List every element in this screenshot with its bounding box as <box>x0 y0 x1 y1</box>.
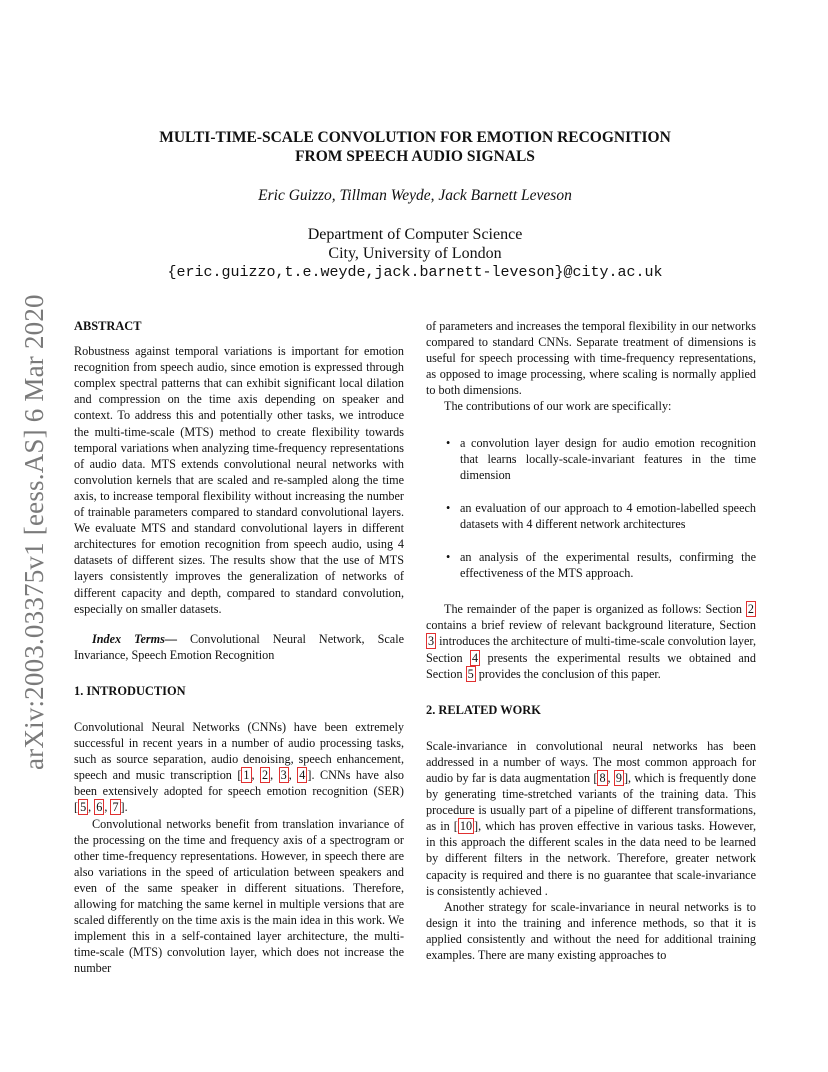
authors: Eric Guizzo, Tillman Weyde, Jack Barnett Leveson <box>258 187 572 204</box>
intro-paragraph-3: of parameters and increases the temporal flexibility in our networks compared to standard CNNs. Separate treatment of dimensions is useful for speech processing with time-frequency representations, as opposed to image processing, where scaling is normally applied to both dimensions. <box>426 319 756 398</box>
section-link[interactable]: 4 <box>471 650 479 665</box>
citation-link[interactable]: 2 <box>262 768 269 783</box>
citation-link[interactable]: 6 <box>96 800 103 815</box>
intro-paragraph-2: Convolutional networks benefit from translation invariance of the processing on the time and frequency axis of a spectrogram or other time-frequency representations. However, in speech there are also variations in the speed of articulation between speakers and even of the same speaker in different situations. Therefore, allowing for matching the same kernel in multiple versions that are scaled differently on the time axis is the main idea in this work. We implement this in a self-contained layer architecture, the multi-time-scale (MTS) convolution layer, which does not increase the number <box>74 816 404 976</box>
list-item: • an analysis of the experimental results, confirming the effectiveness of the MTS approach. <box>446 550 756 581</box>
bullet-icon: • <box>446 435 451 450</box>
department: Department of Computer Science <box>307 226 523 243</box>
email-addresses: {eric.guizzo,t.e.weyde,jack.barnett-leveson}@city.ac.uk <box>167 264 663 281</box>
related-paragraph-1: Scale-invariance in convolutional neural networks has been addressed in a number of ways. The most common approach for audio by far is data augmentation [ 8 , 9 ], which is frequently done by generating time-stretched variants of the training data. This procedure is usually part of a pipeline of different transformations, as in [ 10 ], which has proven effective in various tasks. However, in this approach the different scales in the data need to be learned by different filters in the network. Therefore, greater network capacity is required and there is no guarantee that scale-invariance is consistently achieved . <box>426 738 756 898</box>
index-terms-label: Index Terms— <box>92 631 178 646</box>
paper-title <box>100 128 730 166</box>
citation-link[interactable]: 9 <box>615 770 622 785</box>
index-terms <box>74 631 404 663</box>
title-line-2: FROM SPEECH AUDIO SIGNALS <box>295 148 535 165</box>
citation-link[interactable]: 5 <box>80 800 87 815</box>
bullet-icon: • <box>446 500 451 515</box>
abstract-heading: ABSTRACT <box>74 319 142 333</box>
right-column <box>426 318 756 963</box>
intro-paragraph-1: Convolutional Neural Networks (CNNs) have been extremely successful in recent years in a number of audio processing tasks, such as source separation, audio denoising, speech enhancement, speech and music transcription [ 1 , 2 , 3 , 4 ]. CNNs have also been extensively adopted for speech emotion recognition (SER) [ 5 , 6 , 7 ]. <box>74 719 405 815</box>
left-column <box>74 318 404 976</box>
abstract-text: Robustness against temporal variations is important for emotion recognition from speech audio, since emotion is expressed through complex spectral patterns that can exhibit significant local dilation and compression on the time axis depending on speaker and context. To address this and potentially other tasks, we introduce the multi-time-scale (MTS) method to create flexibility towards temporal variations when analyzing time-frequency representations of audio data. MTS extends convolutional neural networks with convolution kernels that are scaled and re-sampled along the time axis, to increase temporal flexibility without increasing the number of trainable parameters compared to standard convolutional layers. We evaluate MTS and standard convolutional layers in different architectures for emotion recognition from speech audio, using 4 datasets of different sizes. The results show that the use of MTS layers consistently improves the generalization of networks of different capacity and depth, compared to standard convolution, especially on smaller datasets. <box>74 344 404 616</box>
citation-link[interactable]: 8 <box>599 770 606 785</box>
section-link[interactable]: 5 <box>467 666 474 681</box>
list-item: • a convolution layer design for audio emotion recognition that learns locally-scale-invariant features in the time dimension <box>446 435 756 482</box>
affiliation <box>100 225 730 282</box>
introduction-heading: 1. INTRODUCTION <box>74 683 186 698</box>
citation-link[interactable]: 7 <box>112 800 119 815</box>
index-terms-text: Convolutional Neural Network, Scale Invariance, Speech Emotion Recognition <box>74 631 404 662</box>
section-link[interactable]: 2 <box>747 602 754 617</box>
section-link[interactable]: 3 <box>428 634 435 649</box>
arxiv-side-stamp: arXiv:2003.03375v1 [eess.AS] 6 Mar 2020 <box>19 294 49 770</box>
university: City, University of London <box>328 245 502 262</box>
citation-link[interactable]: 10 <box>459 819 473 834</box>
list-item: • an evaluation of our approach to 4 emotion-labelled speech datasets with 4 different network architectures <box>446 500 756 531</box>
paper-organization: The remainder of the paper is organized as follows: Section 2 contains a brief review of relevant background literature, Section 3 introduces the architecture of multi-time-scale convolution layer, Section 4 presents the experimental results we obtained and Section 5 provides the conclusion of this paper. <box>426 602 756 681</box>
contributions-intro: The contributions of our work are specifically: <box>444 399 672 414</box>
related-work-heading: 2. RELATED WORK <box>426 702 541 717</box>
contributions-list <box>426 435 756 582</box>
title-line-1: MULTI-TIME-SCALE CONVOLUTION FOR EMOTION RECOGNITION <box>159 129 671 146</box>
citation-link[interactable]: 1 <box>243 768 250 783</box>
citation-link[interactable]: 4 <box>299 768 306 783</box>
related-paragraph-2: Another strategy for scale-invariance in neural networks is to design it into the training and inference methods, so that it is applied consistently and without the need for additional training examples. There are many existing approaches to <box>426 899 756 962</box>
citation-link[interactable]: 3 <box>280 768 287 783</box>
bullet-icon: • <box>446 550 451 565</box>
